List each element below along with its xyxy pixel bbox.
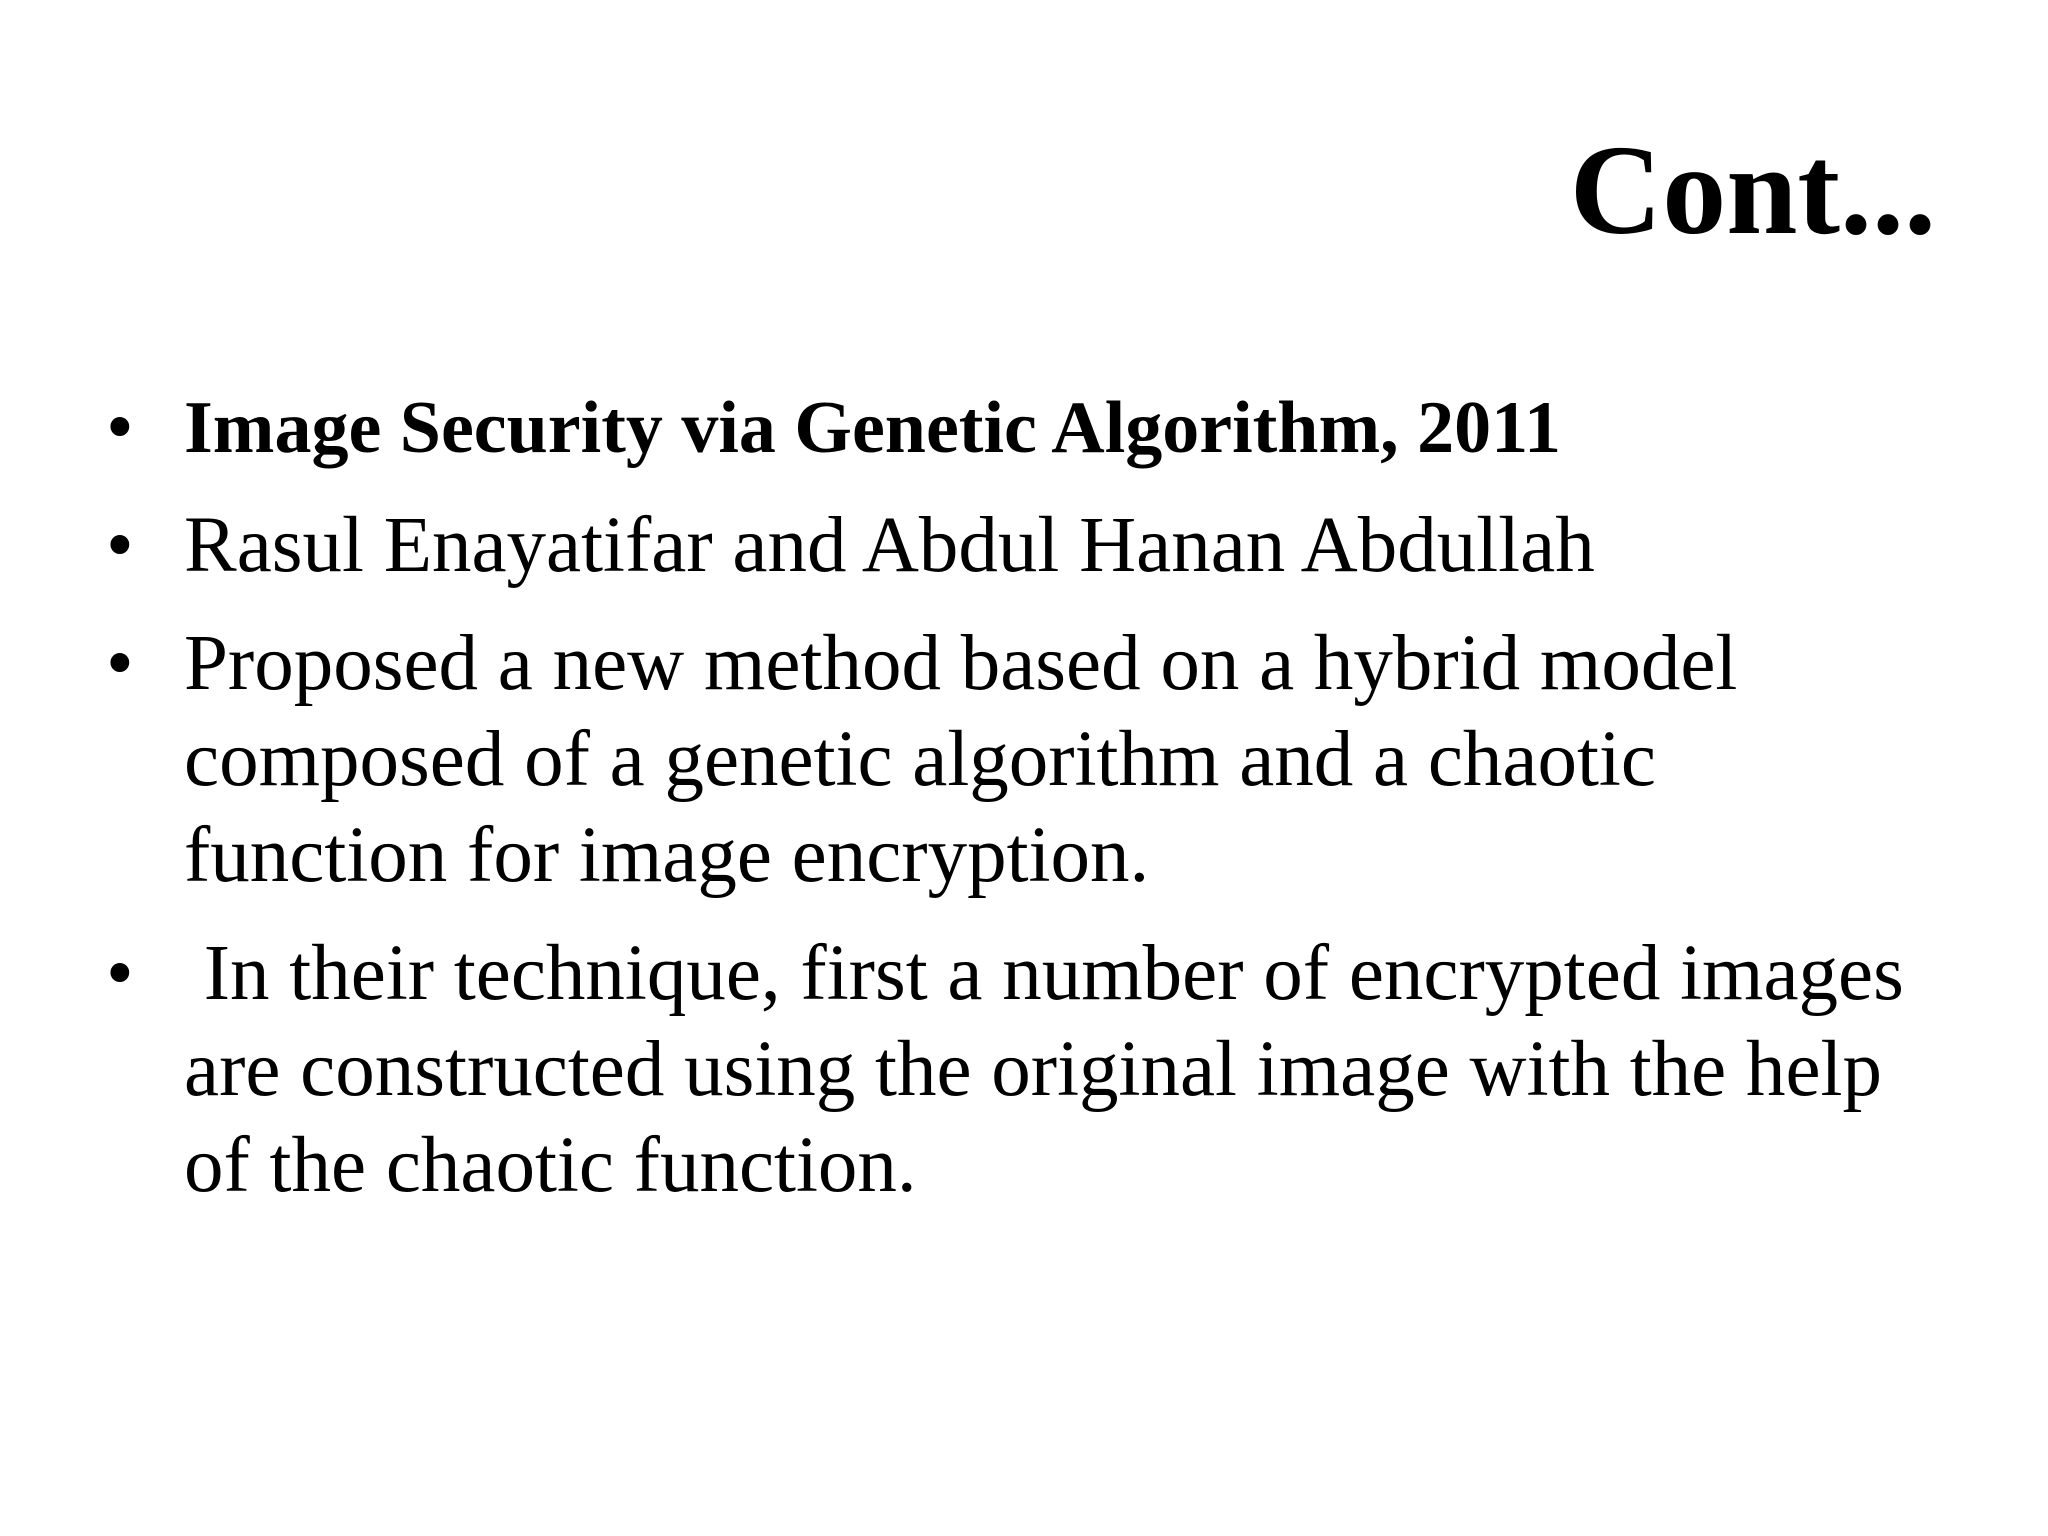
- bullet-item-paper-title: [100, 380, 1930, 476]
- slide-title: Cont...: [1569, 119, 1936, 261]
- bullet-item-technique: [100, 926, 1930, 1214]
- bullet-dot-icon: •: [106, 930, 134, 1017]
- bullet-dot-icon: •: [106, 384, 134, 471]
- bullet-dot-icon: •: [106, 620, 134, 707]
- bullet-item-proposal: [100, 616, 1930, 904]
- bullet-dot-icon: •: [106, 502, 134, 589]
- bullet-text: In their technique, first a number of encrypted images are constructed using the original image with the help of the chaotic function.: [184, 930, 1924, 1209]
- bullet-item-authors: [100, 498, 1930, 594]
- bullet-text: Image Security via Genetic Algorithm, 2011: [184, 387, 1562, 469]
- bullet-list: [100, 380, 1930, 1236]
- bullet-text: Proposed a new method based on a hybrid model composed of a genetic algorithm and a chaotic function for image encryption.: [184, 620, 1738, 899]
- bullet-text: Rasul Enayatifar and Abdul Hanan Abdullah: [184, 502, 1595, 589]
